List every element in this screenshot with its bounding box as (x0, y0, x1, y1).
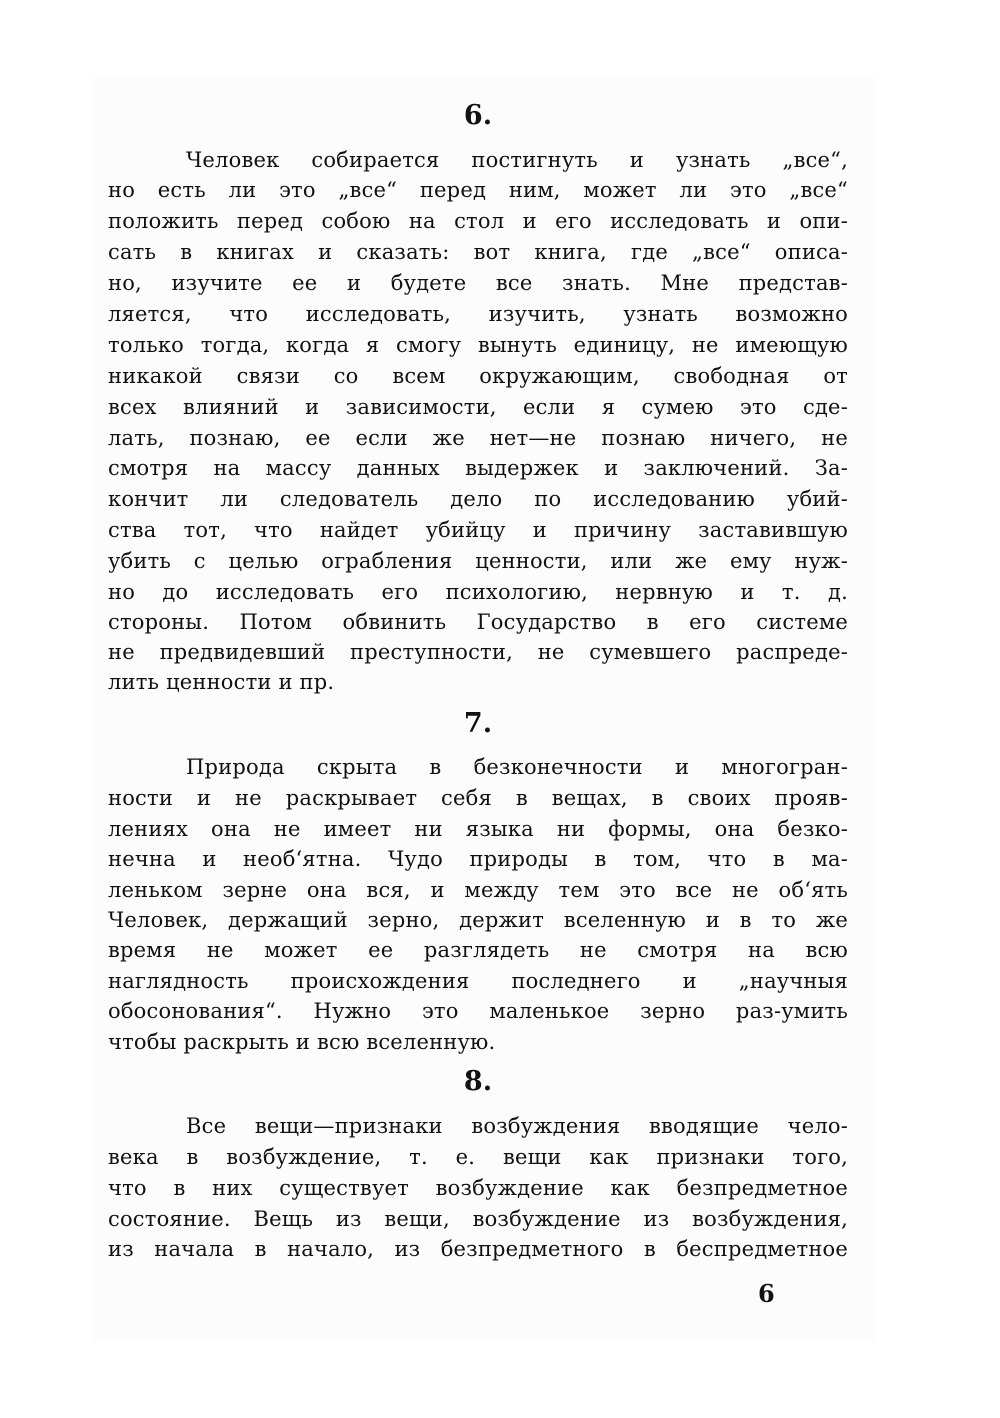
page-number: 6 (758, 1279, 775, 1308)
text-line: наглядность происхождения последнего и „научныя (108, 969, 848, 993)
page-content (108, 0, 848, 1418)
text-line: но есть ли это „все“ перед ним, может ли это „все“ (108, 178, 848, 202)
text-line: века в возбуждение, т. е. вещи как признаки того, (108, 1145, 848, 1169)
section-number-8: 8. (463, 1066, 493, 1097)
text-line: Все вещи—признаки возбуждения вводящие чело- (186, 1114, 848, 1138)
text-line: Человек, держащий зерно, держит вселенную и в то же (108, 908, 848, 932)
text-line: кончит ли следователь дело по исследованию убий- (108, 487, 848, 511)
text-line: смотря на массу данных выдержек и заключений. За- (108, 456, 848, 480)
text-line: время не может ее разглядеть не смотря на всю (108, 938, 848, 962)
text-line: ляется, что исследовать, изучить, узнать возможно (108, 302, 848, 326)
text-line: но до исследовать его психологию, нервную и т. д. (108, 580, 848, 604)
text-line: ности и не раскрывает себя в вещах, в своих прояв- (108, 786, 848, 810)
text-line: обосонования“. Нужно это маленькое зерно раз-умить (108, 999, 848, 1023)
text-line: Природа скрыта в безконечности и многогран- (186, 755, 848, 779)
text-line: убить с целью ограбления ценности, или же ему нуж- (108, 549, 848, 573)
text-line: но, изучите ее и будете все знать. Мне представ- (108, 271, 848, 295)
text-line: лить ценности и пр. (108, 670, 335, 694)
text-line: что в них существует возбуждение как безпредметное (108, 1176, 848, 1200)
text-line: чтобы раскрыть и всю вселенную. (108, 1030, 496, 1054)
text-line: нечна и необ‘ятна. Чудо природы в том, что в ма- (108, 847, 848, 871)
text-line: только тогда, когда я смогу вынуть единицу, не имеющую (108, 333, 848, 357)
text-line: стороны. Потом обвинить Государство в его системе (108, 610, 848, 634)
text-line: всех влияний и зависимости, если я сумею это сде- (108, 395, 848, 419)
text-line: состояние. Вещь из вещи, возбуждение из возбуждения, (108, 1207, 848, 1231)
text-line: сать в книгах и сказать: вот книга, где „все“ описа- (108, 240, 848, 264)
section-number-6: 6. (463, 100, 493, 131)
text-line: Человек собирается постигнуть и узнать „все“, (186, 148, 848, 172)
section-number-7: 7. (463, 708, 493, 739)
text-line: лениях она не имеет ни языка ни формы, она безко- (108, 817, 848, 841)
text-line: ства тот, что найдет убийцу и причину заставившую (108, 518, 848, 542)
text-line: положить перед собою на стол и его исследовать и опи- (108, 209, 848, 233)
text-line: никакой связи со всем окружающим, свободная от (108, 364, 848, 388)
text-line: леньком зерне она вся, и между тем это все не об‘ять (108, 878, 848, 902)
text-line: из начала в начало, из безпредметного в беспредметное (108, 1237, 848, 1261)
text-line: лать, познаю, ее если же нет—не познаю ничего, не (108, 426, 848, 450)
text-line: не предвидевший преступности, не сумевшего распреде- (108, 640, 848, 664)
